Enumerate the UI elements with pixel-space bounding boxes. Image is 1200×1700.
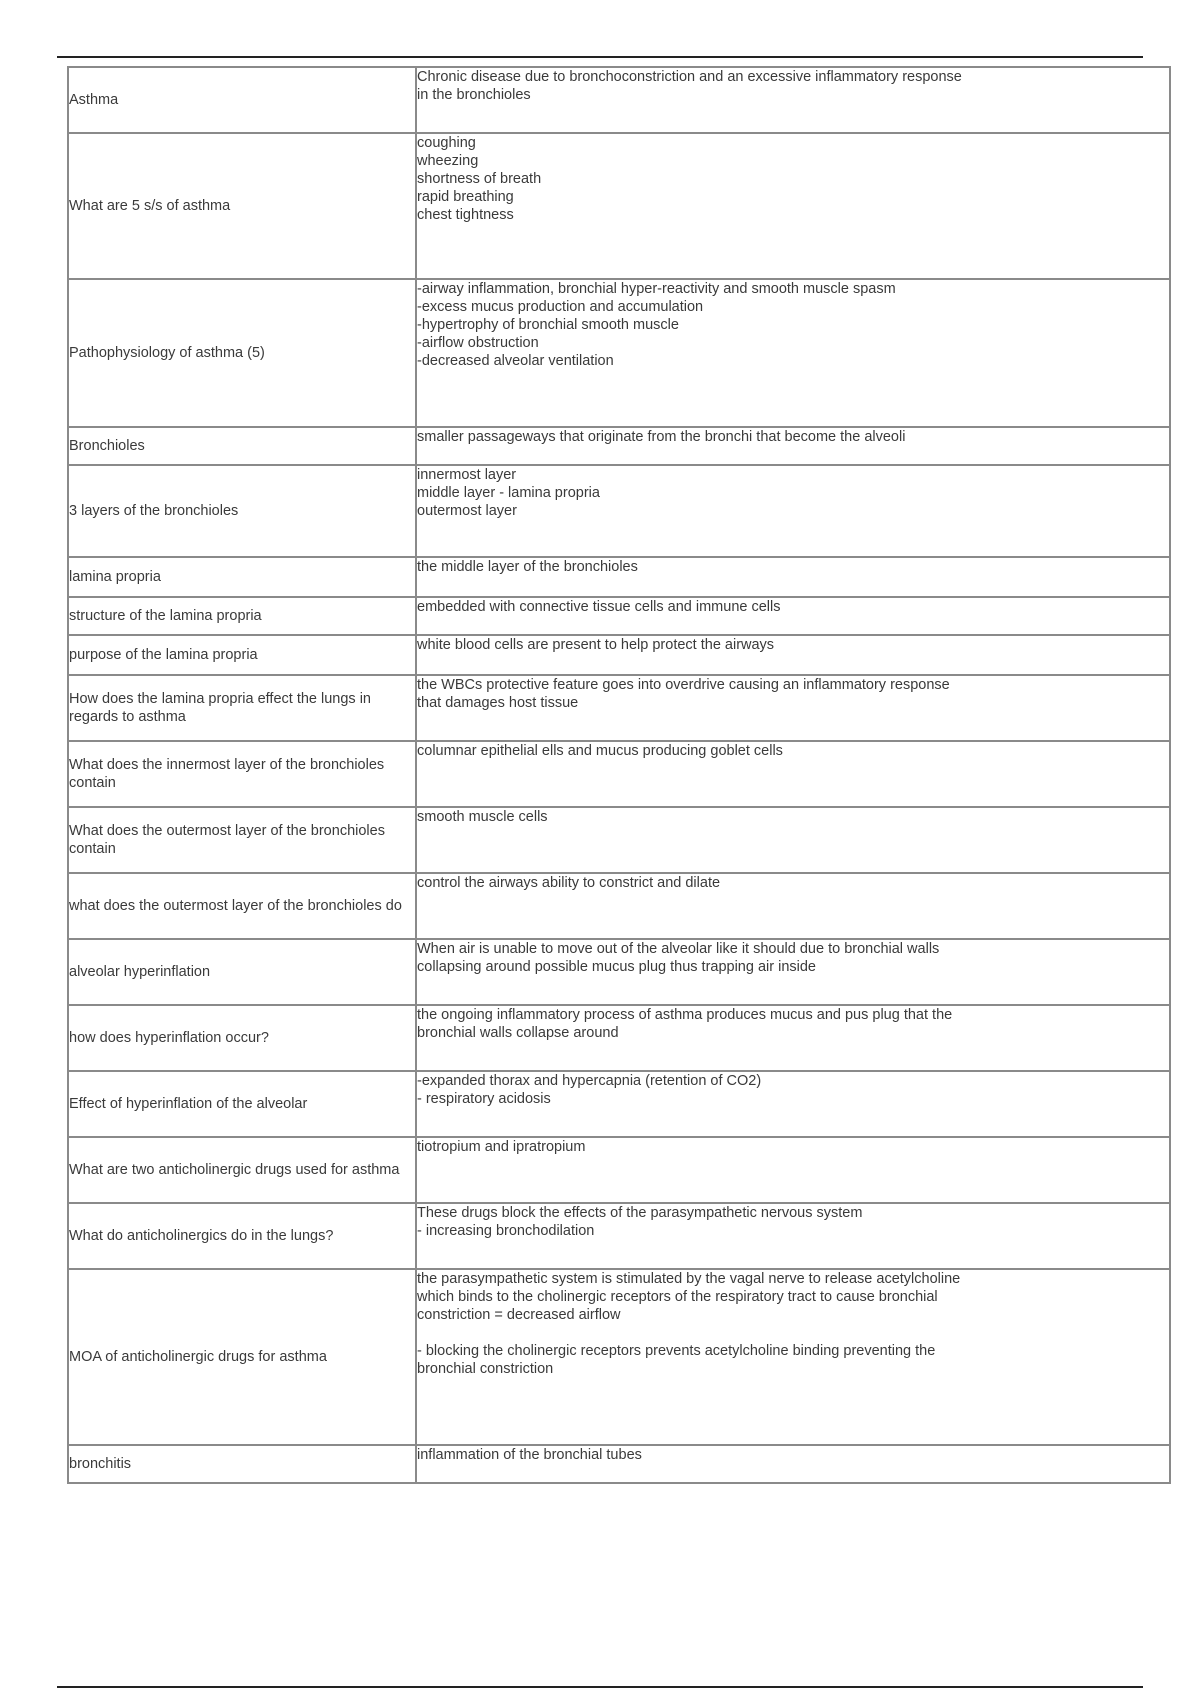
term-cell <box>68 807 416 873</box>
term-text: MOA of anticholinergic drugs for asthma <box>69 1349 327 1365</box>
table-row <box>68 939 1170 1005</box>
term-cell <box>68 597 416 635</box>
term-cell <box>68 1269 416 1445</box>
definition-line: that damages host tissue <box>417 695 579 711</box>
term-text: structure of the lamina propria <box>69 608 262 624</box>
term-cell <box>68 427 416 465</box>
definition-line: When air is unable to move out of the alveolar like it should due to bronchial walls <box>417 941 940 957</box>
table-row <box>68 873 1170 939</box>
definition-line: the WBCs protective feature goes into overdrive causing an inflammatory response <box>417 677 950 693</box>
definition-cell <box>416 279 1170 427</box>
definition-cell <box>416 1071 1170 1137</box>
table-row <box>68 675 1170 741</box>
definition-line: shortness of breath <box>417 171 542 187</box>
table-row <box>68 1071 1170 1137</box>
definition-line: These drugs block the effects of the parasympathetic nervous system <box>417 1205 863 1221</box>
term-text: Effect of hyperinflation of the alveolar <box>69 1096 308 1112</box>
term-cell <box>68 939 416 1005</box>
definition-line: collapsing around possible mucus plug thus trapping air inside <box>417 959 816 975</box>
term-text: What are two anticholinergic drugs used for asthma <box>69 1162 400 1178</box>
term-cell <box>68 1203 416 1269</box>
definition-line: -airway inflammation, bronchial hyper-reactivity and smooth muscle spasm <box>417 281 896 297</box>
table-row <box>68 133 1170 279</box>
definition-line: -decreased alveolar ventilation <box>417 353 614 369</box>
table-row <box>68 465 1170 557</box>
definition-cell <box>416 635 1170 675</box>
table-row <box>68 1203 1170 1269</box>
term-text: What does the outermost layer of the bronchioles contain <box>69 823 385 857</box>
definition-cell <box>416 873 1170 939</box>
definition-line: wheezing <box>417 153 479 169</box>
definition-line: -expanded thorax and hypercapnia (retention of CO2) <box>417 1073 762 1089</box>
term-cell <box>68 1445 416 1483</box>
definition-cell <box>416 807 1170 873</box>
term-cell <box>68 1071 416 1137</box>
term-text: how does hyperinflation occur? <box>69 1030 269 1046</box>
definition-line: -excess mucus production and accumulation <box>417 299 704 315</box>
term-cell <box>68 635 416 675</box>
table-row <box>68 1269 1170 1445</box>
definition-cell <box>416 427 1170 465</box>
table-row <box>68 1137 1170 1203</box>
table-row <box>68 67 1170 133</box>
definition-cell <box>416 133 1170 279</box>
definition-cell <box>416 1445 1170 1483</box>
definition-line: outermost layer <box>417 503 517 519</box>
term-text: what does the outermost layer of the bronchioles do <box>69 898 402 914</box>
definition-cell <box>416 675 1170 741</box>
table-row <box>68 635 1170 675</box>
term-cell <box>68 1137 416 1203</box>
term-cell <box>68 873 416 939</box>
definition-line: chest tightness <box>417 207 514 223</box>
definition-line: which binds to the cholinergic receptors of the respiratory tract to cause bronchial <box>417 1289 938 1305</box>
table-row <box>68 279 1170 427</box>
term-text: What do anticholinergics do in the lungs? <box>69 1228 334 1244</box>
definition-cell <box>416 939 1170 1005</box>
definition-line: - blocking the cholinergic receptors prevents acetylcholine binding preventing the <box>417 1343 936 1359</box>
definition-line: -airflow obstruction <box>417 335 539 351</box>
table-row <box>68 597 1170 635</box>
definition-line: rapid breathing <box>417 189 514 205</box>
term-cell <box>68 133 416 279</box>
term-cell <box>68 675 416 741</box>
definition-line: smooth muscle cells <box>417 809 548 825</box>
definition-line: - increasing bronchodilation <box>417 1223 595 1239</box>
term-text: Bronchioles <box>69 438 145 454</box>
term-text: How does the lamina propria effect the lungs in regards to asthma <box>69 691 371 725</box>
definition-line: bronchial constriction <box>417 1361 554 1377</box>
table-row <box>68 741 1170 807</box>
term-text: lamina propria <box>69 569 161 585</box>
definition-line <box>417 1324 1169 1342</box>
term-text: 3 layers of the bronchioles <box>69 503 239 519</box>
term-cell <box>68 557 416 597</box>
definition-line: columnar epithelial ells and mucus producing goblet cells <box>417 743 783 759</box>
definition-line: inflammation of the bronchial tubes <box>417 1447 642 1463</box>
footer-rule <box>57 1686 1143 1688</box>
table-row <box>68 427 1170 465</box>
definition-line: Chronic disease due to bronchoconstriction and an excessive inflammatory response <box>417 69 962 85</box>
definition-cell <box>416 1005 1170 1071</box>
definition-line: control the airways ability to constrict and dilate <box>417 875 721 891</box>
term-text: purpose of the lamina propria <box>69 647 258 663</box>
definition-line: -hypertrophy of bronchial smooth muscle <box>417 317 679 333</box>
term-cell <box>68 67 416 133</box>
definition-line: innermost layer <box>417 467 517 483</box>
term-cell <box>68 741 416 807</box>
definition-line: tiotropium and ipratropium <box>417 1139 586 1155</box>
term-text: What does the innermost layer of the bronchioles contain <box>69 757 385 791</box>
definition-line: white blood cells are present to help protect the airways <box>417 637 775 653</box>
definition-line: bronchial walls collapse around <box>417 1025 619 1041</box>
term-cell <box>68 465 416 557</box>
definition-line: middle layer - lamina propria <box>417 485 600 501</box>
term-text: Pathophysiology of asthma (5) <box>69 345 265 361</box>
term-text: Asthma <box>69 92 119 108</box>
table-row <box>68 807 1170 873</box>
definition-line: the parasympathetic system is stimulated by the vagal nerve to release acetylcholine <box>417 1271 961 1287</box>
definition-cell <box>416 67 1170 133</box>
definition-line: coughing <box>417 135 476 151</box>
table-row <box>68 557 1170 597</box>
definition-cell <box>416 465 1170 557</box>
definition-cell <box>416 1203 1170 1269</box>
table-row <box>68 1445 1170 1483</box>
definition-line: the middle layer of the bronchioles <box>417 559 638 575</box>
term-text: What are 5 s/s of asthma <box>69 198 231 214</box>
definition-line: embedded with connective tissue cells and immune cells <box>417 599 781 615</box>
definition-cell <box>416 557 1170 597</box>
term-cell <box>68 1005 416 1071</box>
definition-line: - respiratory acidosis <box>417 1091 551 1107</box>
term-cell <box>68 279 416 427</box>
definition-line: smaller passageways that originate from the bronchi that become the alveoli <box>417 429 906 445</box>
definition-cell <box>416 1269 1170 1445</box>
definition-line: in the bronchioles <box>417 87 531 103</box>
definition-cell <box>416 597 1170 635</box>
definition-cell <box>416 1137 1170 1203</box>
table-row <box>68 1005 1170 1071</box>
term-text: alveolar hyperinflation <box>69 964 211 980</box>
term-text: bronchitis <box>69 1456 132 1472</box>
header-rule <box>57 56 1143 58</box>
flashcard-table <box>67 66 1171 1484</box>
definition-line: constriction = decreased airflow <box>417 1307 621 1323</box>
definition-cell <box>416 741 1170 807</box>
flashcard-table-body <box>68 67 1170 1483</box>
definition-line: the ongoing inflammatory process of asthma produces mucus and pus plug that the <box>417 1007 953 1023</box>
